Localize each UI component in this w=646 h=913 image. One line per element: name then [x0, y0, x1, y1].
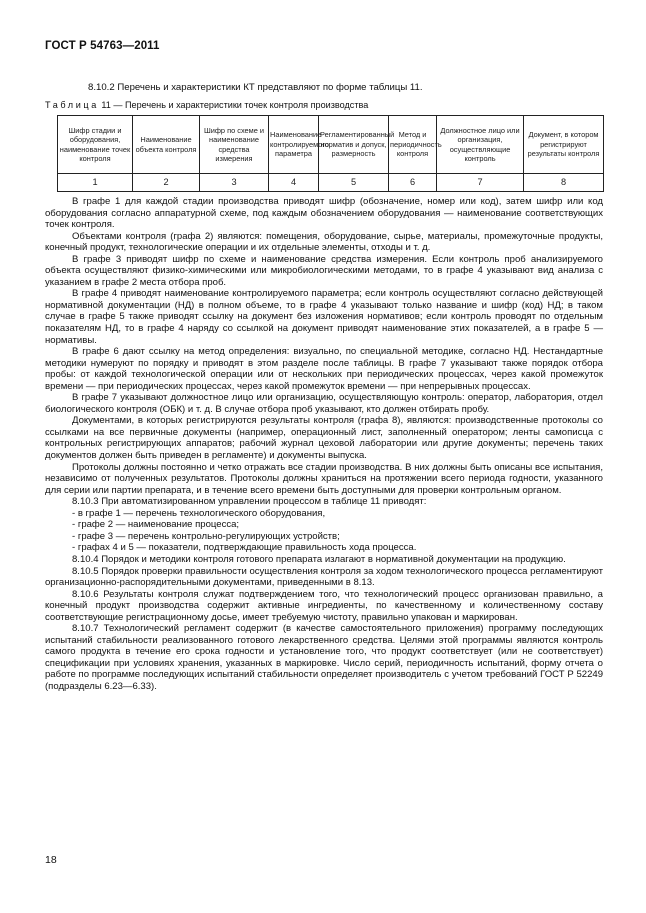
- table-header-cell: Регламентированный норматив и допуск, размерность: [319, 116, 389, 174]
- paragraph: 8.10.5 Порядок проверки правильности осуществления контроля за ходом технологического процесса регламентируют организационно-распорядительными документами, приведенными в 8.13.: [45, 565, 603, 589]
- paragraph: В графе 1 для каждой стадии производства приводят шифр (обозначение, номер или код), затем шифр или код оборудования согласно аппаратурной схеме, под каждым обозначением оборудования — наименование соответствующих точек контроля.: [45, 196, 603, 231]
- table-header-row: [58, 116, 604, 174]
- paragraph: В графе 3 приводят шифр по схеме и наименование средства измерения. Если контроль проб анализируемого объекта осуществляют физико-химическими или микробиологическими методами, то в графе 4 указывают вид анализа с указанием в графе 2 места отбора проб.: [45, 253, 603, 288]
- column-number: 3: [200, 174, 269, 192]
- table-header-cell: Метод и периодичность контроля: [389, 116, 437, 174]
- paragraph: Объектами контроля (графа 2) являются: помещения, оборудование, сырье, материалы, промежуточные продукты, конечный продукт, технологические операции и их отдельные элементы, отходы и т. д.: [45, 230, 603, 254]
- table-header-cell: Наименование объекта контроля: [133, 116, 200, 174]
- list-item: - в графе 1 — перечень технологического оборудования,: [72, 507, 326, 519]
- list-item: - графах 4 и 5 — показатели, подтверждающие правильность хода процесса.: [72, 542, 417, 554]
- intro-paragraph: 8.10.2 Перечень и характеристики КТ представляют по форме таблицы 11.: [88, 82, 423, 93]
- column-number: 1: [58, 174, 133, 192]
- column-number: 2: [133, 174, 200, 192]
- paragraph: В графе 6 дают ссылку на метод определения: визуально, по специальной методике, согласно НД. Нестандартные методики нумеруют по порядку и приводят в этом разделе после таблицы. В графе 7 указывают также порядок отбора пробы: от каждой технологической операции или от нескольких при периодических процессах, через какой промежуток времени — при периодических процессах, через какой промежуток времени — при непрерывных процессах.: [45, 346, 603, 392]
- page-number: 18: [45, 854, 57, 866]
- table-header-cell: Шифр по схеме и наименование средства измерения: [200, 116, 269, 174]
- paragraph: 8.10.7 Технологический регламент содержит (в качестве самостоятельного приложения) программу последующих испытаний стабильности реализованного готового лекарственного средства. Целями этой программы являются контроль самого продукта в течение его срока годности и установление того, что продукт соответствует (или не соответствует) спецификации при условиях хранения, указанных в маркировке. Число серий, периодичность испытаний, форму отчета о работе по программе последующих испытаний стабильности определяет производитель с учетом требований ГОСТ Р 52249 (подразделы 6.23—6.33).: [45, 623, 603, 692]
- paragraph: 8.10.6 Результаты контроля служат подтверждением того, что технологический процесс организован правильно, а конечный продукт производства содержит активные ингредиенты, по качественному и количественному составу соответствующие регистрационному досье, имеет требуемую чистоту, правильно упакован и маркирован.: [45, 588, 603, 623]
- list-item: - графе 3 — перечень контрольно-регулирующих устройств;: [72, 530, 340, 542]
- paragraph: 8.10.4 Порядок и методики контроля готового препарата излагают в нормативной документации на продукцию.: [72, 553, 566, 565]
- document-header: ГОСТ Р 54763—2011: [45, 40, 160, 52]
- paragraph: В графе 4 приводят наименование контролируемого параметра; если контроль осуществляют согласно действующей нормативной документации (НД) в полном объеме, то в графе 4 указывают только название и шифр (код) НД; в таком случае в графе 5 также приводят ссылку на документ без изложения нормативов; если контроль проводят по отдельным показателям НД, то в графе 4 наряду со ссылкой на документ приводят наименование этих показателей, а в графе 5 — нормативы.: [45, 288, 603, 346]
- control-points-table: [57, 115, 604, 192]
- paragraph: В графе 7 указывают должностное лицо или организацию, осуществляющую контроль: оператор, лаборатория, отдел биологического контроля (ОБК) и т. д. В случае отбора проб указывают, кто должен отбирать пробу.: [45, 392, 603, 415]
- paragraph: 8.10.3 При автоматизированном управлении процессом в таблице 11 приводят:: [72, 496, 427, 508]
- paragraph: Протоколы должны постоянно и четко отражать все стадии производства. В них должны быть описаны все испытания, независимо от полученных результатов. Протоколы должны храниться на протяжении всего периода годности, указанного для серии или партии препарата, и в течение всего времени быть доступными для проверки контрольным органом.: [45, 461, 603, 496]
- table-caption-text: 11 — Перечень и характеристики точек контроля производства: [98, 100, 369, 110]
- column-number: 7: [437, 174, 524, 192]
- column-number: 4: [269, 174, 319, 192]
- table-caption-word: Таблица: [45, 100, 99, 110]
- column-number: 6: [389, 174, 437, 192]
- list-item: - графе 2 — наименование процесса;: [72, 519, 240, 531]
- body-text: [45, 196, 603, 693]
- column-number: 5: [319, 174, 389, 192]
- table-header-cell: Должностное лицо или организация, осуществляющие контроль: [437, 116, 524, 174]
- table-header-cell: Наименование контролируемого параметра: [269, 116, 319, 174]
- column-number: 8: [524, 174, 604, 192]
- table-number-row: [58, 174, 604, 192]
- table-header-cell: Шифр стадии и оборудования, наименование точек контроля: [58, 116, 133, 174]
- table-header-cell: Документ, в котором регистрируют результаты контроля: [524, 116, 604, 174]
- table-caption: [45, 100, 368, 110]
- paragraph: Документами, в которых регистрируются результаты контроля (графа 8), являются: производственные протоколы со ссылками на все первичные документы (например, операционный лист, заполненный оператором; ленты самописца с контрольных регистрирующих аппаратов; рабочий журнал цеховой лаборатории или другие документы; перечень таких документов должен быть приведен в регламенте) и документы выпуска.: [45, 415, 603, 462]
